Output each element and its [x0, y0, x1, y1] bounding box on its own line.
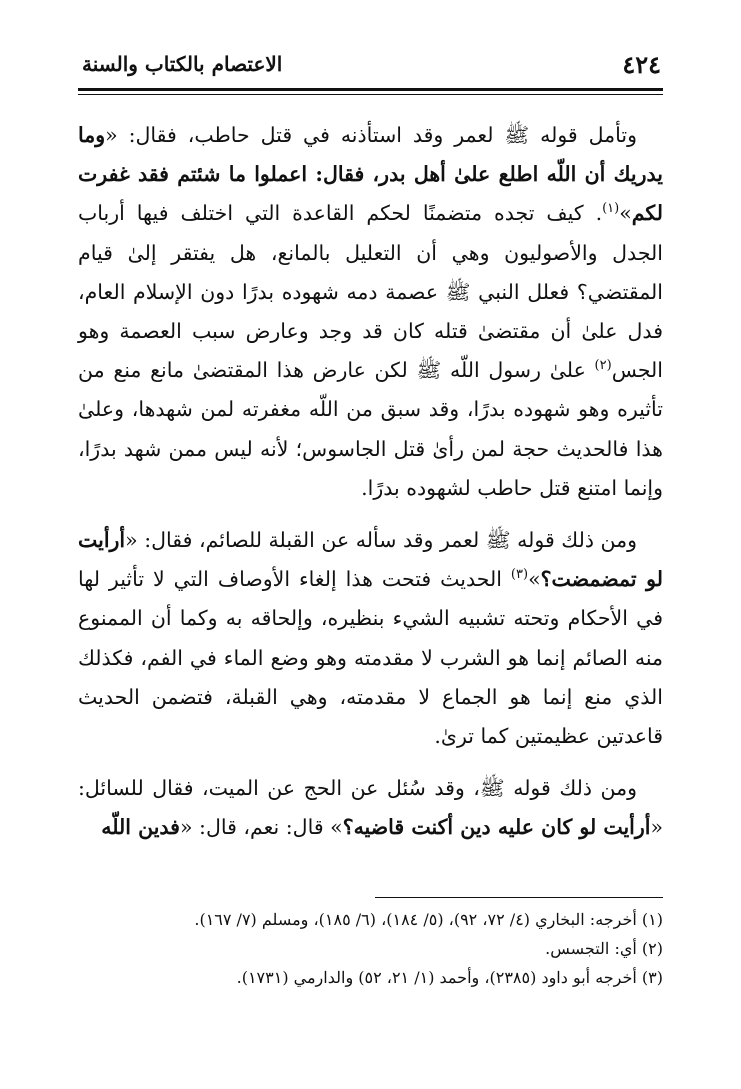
p3-text-1: ومن ذلك قوله ﷺ، وقد سُئل عن الحج عن الميت، فقال للسائل: « — [78, 776, 663, 840]
footnote-ref-1: (١) — [602, 201, 620, 217]
footnotes — [78, 905, 663, 992]
p1-text-2: » — [619, 201, 632, 226]
footnote-ref-2: (٢) — [594, 358, 612, 374]
header-rule-thin — [78, 94, 663, 95]
p3-quote-1: أرأيت لو كان عليه دين أكنت قاضيه؟ — [342, 815, 651, 840]
p1-text-3: . كيف تجده متضمنًا لحكم القاعدة التي اختلف فيها أرباب الجدل والأصوليون وهي أن التعليل بالمانع، هل يفتقر إلىٰ قيام المقتضي؟ فعلل النبي ﷺ عصمة دمه شهوده بدرًا دون الإسلام العام، فدل علىٰ أن مقتضىٰ قتله كان قد وجد وعارض سبب العصمة وهو الجس — [78, 201, 663, 383]
footnote-separator — [375, 897, 663, 898]
p2-text-1: ومن ذلك قوله ﷺ لعمر وقد سأله عن القبلة للصائم، فقال: « — [125, 528, 637, 553]
paragraph-1 — [78, 116, 663, 508]
footnote-3: (٣) أخرجه أبو داود (٢٣٨٥)، وأحمد (١/ ٢١، ٥٢) والدارمي (١٧٣١). — [236, 968, 663, 987]
p1-quote-1: وما يدريك أن اللّه اطلع علىٰ أهل بدر، فقال: اعملوا ما شئتم فقد غفرت لكم — [78, 123, 663, 226]
footnote-1: (١) أخرجه: البخاري (٤/ ٧٢، ٩٢)، (٥/ ١٨٤)، (٦/ ١٨٥)، ومسلم (٧/ ١٦٧). — [194, 910, 663, 929]
paragraph-3 — [78, 769, 663, 847]
footnote-2: (٢) أي: التجسس. — [545, 939, 663, 958]
header-rule-thick — [78, 88, 663, 91]
p3-text-2: » قال: نعم، قال: « — [179, 815, 343, 840]
p2-text-3: الحديث فتحت هذا إلغاء الأوصاف التي لا تأثير لها في الأحكام وتحته تشبيه الشيء بنظيره، وإلحاقه به وكما أن الممنوع منه الصائم إنما هو الشرب لا مقدمته وهو وضع الماء في الفم، فكذلك الذي منع إنما هو الجماع لا مقدمته، وهي القبلة، فتضمن الحديث قاعدتين عظيمتين كما ترىٰ. — [78, 567, 663, 749]
page-number: ٤٢٤ — [622, 50, 661, 79]
p2-quote-1: أرأيت لو تمضمضت؟ — [78, 528, 663, 592]
p3-quote-2: فدين اللّه — [101, 815, 180, 840]
p1-text-1: وتأمل قوله ﷺ لعمر وقد استأذنه في قتل حاطب، فقال: « — [105, 123, 637, 147]
page-header — [78, 44, 663, 84]
footnote-ref-3: (٣) — [510, 567, 529, 583]
paragraph-2 — [78, 521, 663, 756]
p1-text-4: علىٰ رسول اللّه ﷺ لكن عارض هذا المقتضىٰ مانع منع من تأثيره وهو شهوده بدرًا، وقد سبق من اللّه مغفرته لمن شهدها، وعلىٰ هذا فالحديث حجة لمن رأىٰ قتل الجاسوس؛ لأنه ليس ممن شهد بدرًا، وإنما امتنع قتل حاطب لشهوده بدرًا. — [78, 358, 663, 500]
p2-text-2: » — [528, 567, 541, 592]
main-text — [78, 116, 663, 861]
running-title: الاعتصام بالكتاب والسنة — [82, 52, 283, 76]
